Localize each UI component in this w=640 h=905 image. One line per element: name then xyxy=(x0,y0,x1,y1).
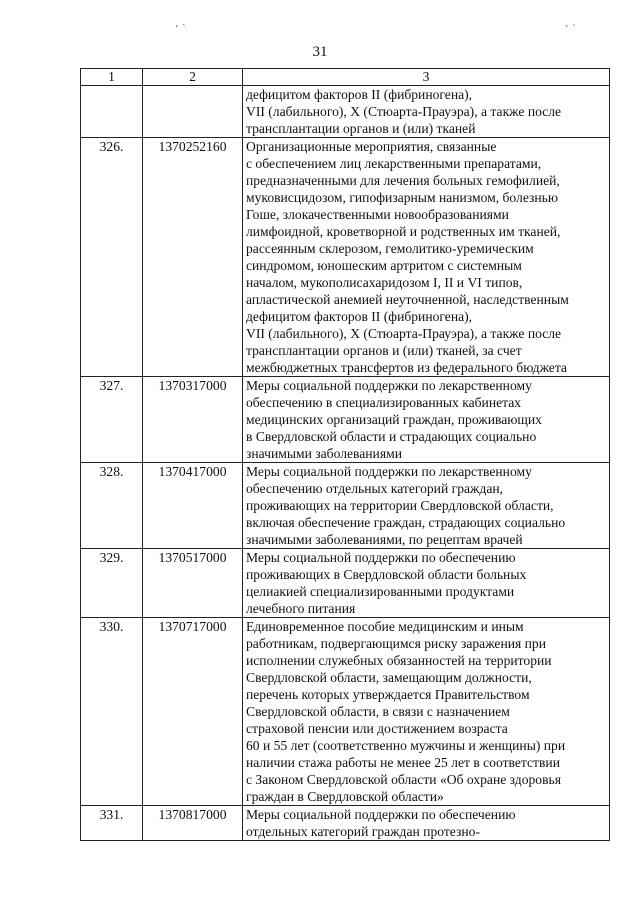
description-line: трансплантации органов и (или) тканей xyxy=(246,121,476,136)
row-number: 331. xyxy=(81,806,143,841)
column-header-number: 1 xyxy=(81,69,143,86)
description-line: Свердловской области, замещающим должности, xyxy=(246,670,532,685)
description-line: апластической анемией неуточненной, наследственным xyxy=(246,292,569,307)
description-line: VII (лабильного), X (Стюарта-Прауэра), а также после xyxy=(246,104,562,119)
row-code xyxy=(143,86,243,138)
description-line: Меры социальной поддержки по лекарственному xyxy=(246,378,532,393)
description-line: лимфоидной, кроветворной и родственных им тканей, xyxy=(246,224,561,239)
description-line: Гоше, злокачественными новообразованиями xyxy=(246,207,509,222)
description-line: VII (лабильного), X (Стюарта-Прауэра), а также после xyxy=(246,326,562,341)
row-description xyxy=(243,549,610,618)
table-row xyxy=(81,618,610,806)
description-line: включая обеспечение граждан, страдающих социально xyxy=(246,515,566,530)
row-code: 1370252160 xyxy=(143,138,243,377)
row-code: 1370717000 xyxy=(143,618,243,806)
description-line: наличии стажа работы не менее 25 лет в соответствии xyxy=(246,755,560,770)
description-line: исполнении служебных обязанностей на территории xyxy=(246,653,552,668)
description-line: работникам, подвергающимся риску заражения при xyxy=(246,636,546,651)
row-number: 327. xyxy=(81,377,143,463)
description-line: Свердловской области, в связи с назначением xyxy=(246,704,510,719)
description-line: муковисцидозом, гипофизарным нанизмом, болезнью xyxy=(246,190,559,205)
row-description xyxy=(243,377,610,463)
row-code: 1370517000 xyxy=(143,549,243,618)
table-row xyxy=(81,806,610,841)
description-line: граждан в Свердловской области» xyxy=(246,789,444,804)
description-line: проживающих в Свердловской области больных xyxy=(246,567,527,582)
table-body xyxy=(81,86,610,841)
scan-mark-left: ' ` xyxy=(176,24,187,35)
description-line: рассеянным склерозом, гемолитико-уремическим xyxy=(246,241,534,256)
column-header-description: 3 xyxy=(243,69,610,86)
description-line: предназначенными для лечения больных гемофилией, xyxy=(246,173,560,188)
row-number: 326. xyxy=(81,138,143,377)
row-number: 329. xyxy=(81,549,143,618)
description-line: обеспечению в специализированных кабинетах xyxy=(246,395,522,410)
description-line: значимыми заболеваниями xyxy=(246,446,402,461)
description-line: трансплантации органов и (или) тканей, за счет xyxy=(246,343,522,358)
table-row xyxy=(81,463,610,549)
description-line: Организационные мероприятия, связанные xyxy=(246,139,497,154)
row-code: 1370317000 xyxy=(143,377,243,463)
description-line: перечень которых утверждается Правительством xyxy=(246,687,530,702)
description-line: обеспечению отдельных категорий граждан, xyxy=(246,481,504,496)
column-header-code: 2 xyxy=(143,69,243,86)
row-description xyxy=(243,86,610,138)
table-row xyxy=(81,377,610,463)
row-code: 1370417000 xyxy=(143,463,243,549)
description-line: медицинских организаций граждан, проживающих xyxy=(246,412,542,427)
description-line: значимыми заболеваниями, по рецептам врачей xyxy=(246,532,523,547)
description-line: синдромом, юношеским артритом с системным xyxy=(246,258,522,273)
description-line: страховой пенсии или достижением возраста xyxy=(246,721,508,736)
row-description xyxy=(243,138,610,377)
description-line: Меры социальной поддержки по обеспечению xyxy=(246,807,516,822)
description-line: проживающих на территории Свердловской области, xyxy=(246,498,554,513)
table-header-row xyxy=(81,69,610,86)
row-description xyxy=(243,463,610,549)
description-line: целиакией специализированными продуктами xyxy=(246,584,515,599)
row-number: 328. xyxy=(81,463,143,549)
row-description xyxy=(243,618,610,806)
description-line: с Законом Свердловской области «Об охране здоровья xyxy=(246,772,561,787)
description-line: началом, мукополисахаридозом I, II и VI типов, xyxy=(246,275,523,290)
page-number: 31 xyxy=(312,44,328,60)
description-line: 60 и 55 лет (соответственно мужчины и женщины) при xyxy=(246,738,566,753)
table-row xyxy=(81,549,610,618)
row-number: 330. xyxy=(81,618,143,806)
description-line: Единовременное пособие медицинским и иным xyxy=(246,619,524,634)
row-number xyxy=(81,86,143,138)
row-code: 1370817000 xyxy=(143,806,243,841)
table-row xyxy=(81,138,610,377)
description-line: отдельных категорий граждан протезно- xyxy=(246,824,480,839)
row-description xyxy=(243,806,610,841)
description-line: межбюджетных трансфертов из федерального бюджета xyxy=(246,360,567,375)
description-line: дефицитом факторов II (фибриногена), xyxy=(246,87,473,102)
description-line: Меры социальной поддержки по обеспечению xyxy=(246,550,516,565)
budget-classification-table xyxy=(80,68,610,841)
description-line: лечебного питания xyxy=(246,601,356,616)
description-line: с обеспечением лиц лекарственными препаратами, xyxy=(246,156,542,171)
table-row xyxy=(81,86,610,138)
description-line: Меры социальной поддержки по лекарственному xyxy=(246,464,532,479)
scan-mark-right: ' ` xyxy=(566,24,577,35)
description-line: дефицитом факторов II (фибриногена), xyxy=(246,309,473,324)
description-line: в Свердловской области и страдающих социально xyxy=(246,429,537,444)
